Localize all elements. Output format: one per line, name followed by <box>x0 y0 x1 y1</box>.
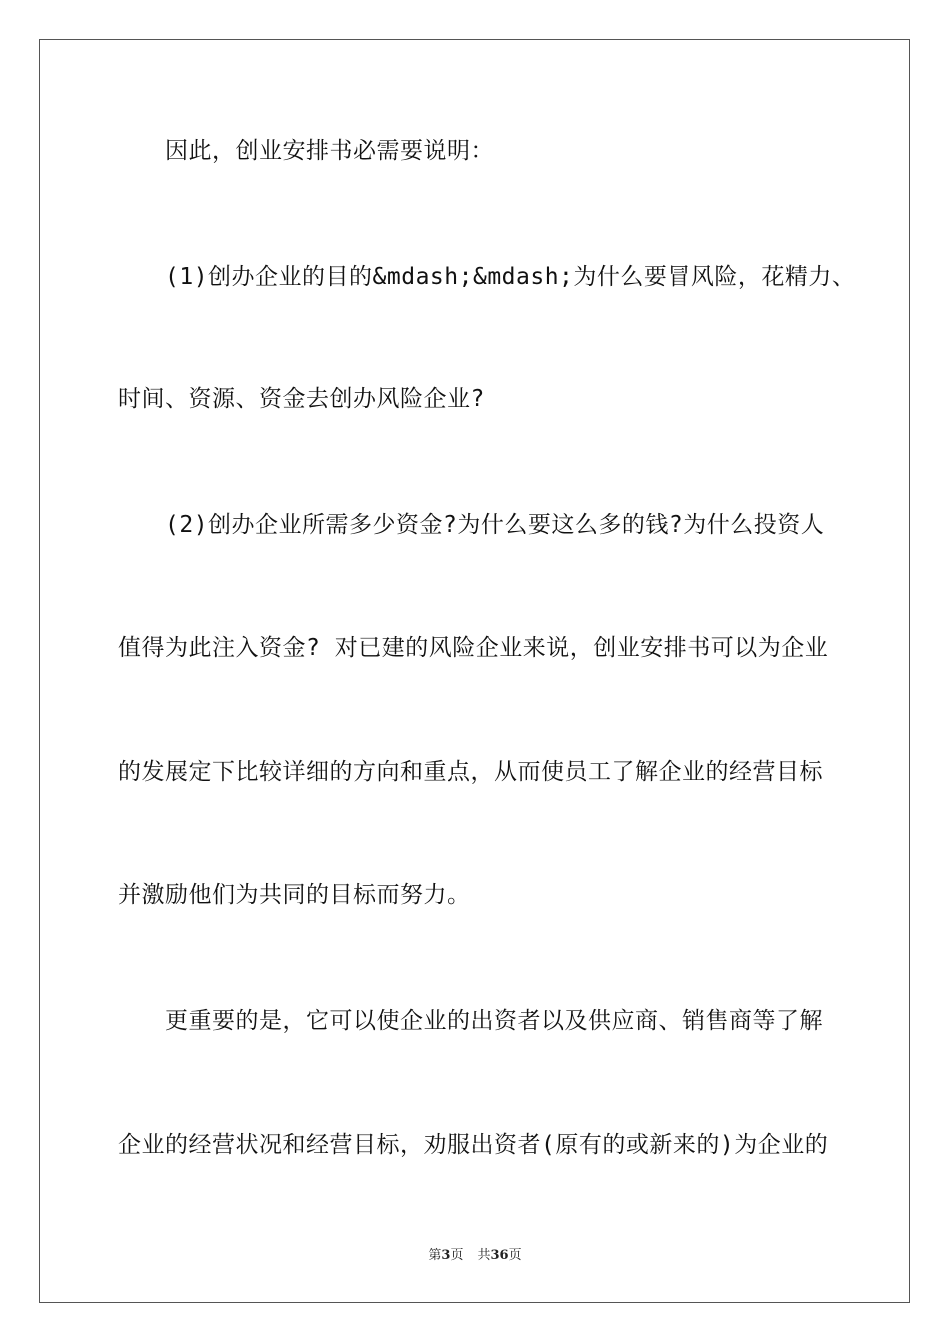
page-footer <box>0 1247 950 1265</box>
paragraph-line: 因此，创业安排书必需要说明： <box>165 138 494 164</box>
paragraph-line: 时间、资源、资金去创办风险企业? <box>118 386 485 412</box>
paragraph-line: 并激励他们为共同的目标而努力。 <box>118 882 471 908</box>
total-suffix: 页 <box>508 1248 522 1263</box>
total-prefix: 共 <box>477 1248 491 1263</box>
total-pages: 36 <box>490 1248 509 1263</box>
paragraph-line: 企业的经营状况和经营目标，劝服出资者(原有的或新来的)为企业的 <box>118 1132 829 1158</box>
page-prefix: 第 <box>428 1248 442 1263</box>
paragraph-line: 更重要的是，它可以使企业的出资者以及供应商、销售商等了解 <box>165 1008 823 1034</box>
paragraph-line: 的发展定下比较详细的方向和重点，从而使员工了解企业的经营目标 <box>118 759 823 785</box>
paragraph-line: (2)创办企业所需多少资金?为什么要这么多的钱?为什么投资人 <box>165 512 825 538</box>
page-number: 3 <box>441 1248 451 1263</box>
page-suffix: 页 <box>450 1248 464 1263</box>
paragraph-line: (1)创办企业的目的&mdash;&mdash;为什么要冒风险，花精力、 <box>165 264 856 290</box>
page-frame <box>39 39 910 1303</box>
paragraph-line: 值得为此注入资金? 对已建的风险企业来说，创业安排书可以为企业 <box>118 635 829 661</box>
